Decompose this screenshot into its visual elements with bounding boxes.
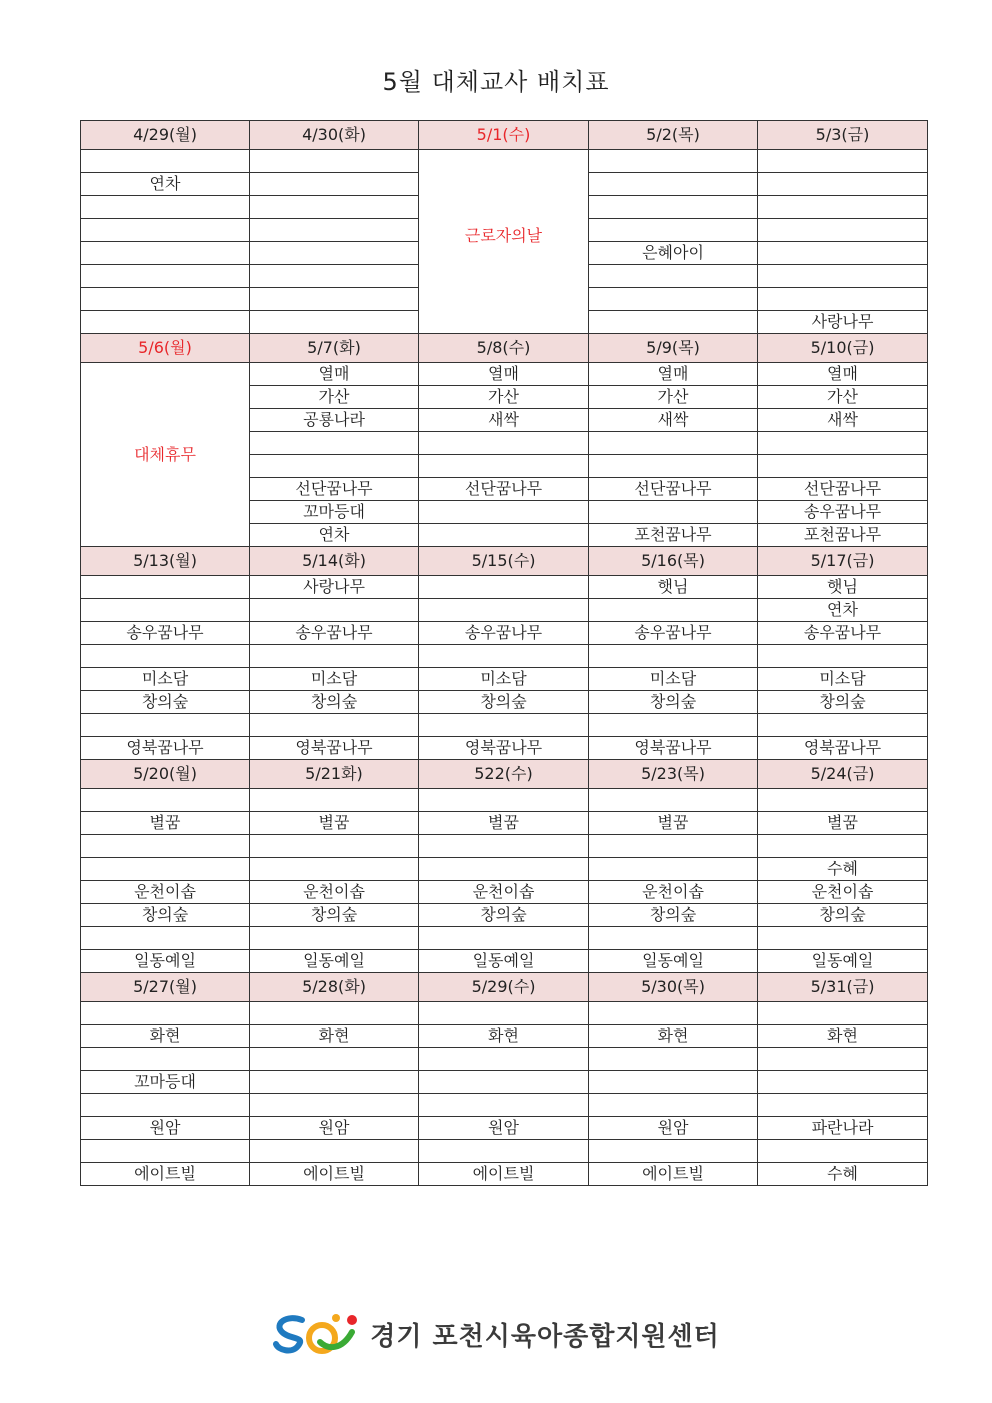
table-cell bbox=[250, 219, 419, 242]
table-cell: 화현 bbox=[250, 1025, 419, 1048]
table-cell bbox=[81, 288, 250, 311]
table-cell: 송우꿈나무 bbox=[81, 622, 250, 645]
table-cell bbox=[419, 599, 589, 622]
page-title: 5월 대체교사 배치표 bbox=[382, 68, 610, 96]
table-cell: 열매 bbox=[589, 363, 758, 386]
table-cell: 미소담 bbox=[589, 668, 758, 691]
table-cell bbox=[250, 173, 419, 196]
table-cell: 수혜 bbox=[758, 1163, 928, 1186]
table-cell bbox=[419, 789, 589, 812]
table-cell: 송우꿈나무 bbox=[419, 622, 589, 645]
table-cell: 에이트빌 bbox=[81, 1163, 250, 1186]
table-row bbox=[81, 691, 928, 714]
table-cell: 별꿈 bbox=[419, 812, 589, 835]
table-cell: 햇님 bbox=[589, 576, 758, 599]
table-cell bbox=[419, 1048, 589, 1071]
date-header: 5/14(화) bbox=[250, 547, 419, 576]
table-cell: 선단꿈나무 bbox=[419, 478, 589, 501]
table-cell: 화현 bbox=[758, 1025, 928, 1048]
week-header-row bbox=[81, 547, 928, 576]
table-cell: 햇님 bbox=[758, 576, 928, 599]
table-row bbox=[81, 812, 928, 835]
table-cell: 별꿈 bbox=[81, 812, 250, 835]
table-cell bbox=[589, 432, 758, 455]
table-cell bbox=[250, 432, 419, 455]
table-cell: 운천이솝 bbox=[589, 881, 758, 904]
table-cell bbox=[589, 645, 758, 668]
date-header: 5/31(금) bbox=[758, 973, 928, 1002]
table-cell bbox=[758, 1048, 928, 1071]
table-cell: 선단꿈나무 bbox=[589, 478, 758, 501]
table-cell bbox=[250, 599, 419, 622]
table-cell bbox=[250, 645, 419, 668]
table-cell bbox=[250, 242, 419, 265]
footer bbox=[0, 1310, 992, 1358]
table-cell: 창의숲 bbox=[758, 691, 928, 714]
date-header-holiday: 5/1(수) bbox=[419, 121, 589, 150]
week-header-row bbox=[81, 760, 928, 789]
table-cell bbox=[81, 1140, 250, 1163]
week-header-row bbox=[81, 334, 928, 363]
table-cell bbox=[419, 1094, 589, 1117]
table-cell: 꼬마등대 bbox=[81, 1071, 250, 1094]
table-cell bbox=[419, 501, 589, 524]
table-cell bbox=[758, 1071, 928, 1094]
table-cell: 꼬마등대 bbox=[250, 501, 419, 524]
date-header: 5/23(목) bbox=[589, 760, 758, 789]
table-cell: 영북꿈나무 bbox=[419, 737, 589, 760]
table-cell: 연차 bbox=[758, 599, 928, 622]
table-cell bbox=[250, 265, 419, 288]
table-cell: 송우꿈나무 bbox=[589, 622, 758, 645]
date-header: 5/15(수) bbox=[419, 547, 589, 576]
date-header: 5/21화) bbox=[250, 760, 419, 789]
table-cell bbox=[250, 1140, 419, 1163]
table-cell bbox=[589, 835, 758, 858]
table-cell bbox=[250, 1002, 419, 1025]
table-cell: 별꿈 bbox=[589, 812, 758, 835]
table-cell bbox=[589, 173, 758, 196]
table-cell bbox=[589, 219, 758, 242]
table-cell bbox=[81, 858, 250, 881]
table-cell bbox=[589, 789, 758, 812]
table-row bbox=[81, 150, 928, 173]
table-cell: 가산 bbox=[419, 386, 589, 409]
date-header: 522(수) bbox=[419, 760, 589, 789]
table-row bbox=[81, 1163, 928, 1186]
table-cell bbox=[758, 150, 928, 173]
table-cell bbox=[81, 927, 250, 950]
table-row bbox=[81, 668, 928, 691]
table-cell: 일동예일 bbox=[589, 950, 758, 973]
table-cell bbox=[758, 288, 928, 311]
table-cell: 원암 bbox=[589, 1117, 758, 1140]
table-cell bbox=[589, 501, 758, 524]
table-cell bbox=[758, 714, 928, 737]
table-cell: 운천이솝 bbox=[250, 881, 419, 904]
table-cell: 열매 bbox=[419, 363, 589, 386]
table-row bbox=[81, 1094, 928, 1117]
table-cell bbox=[419, 432, 589, 455]
table-cell: 파란나라 bbox=[758, 1117, 928, 1140]
table-cell bbox=[250, 789, 419, 812]
table-cell bbox=[250, 714, 419, 737]
table-cell: 선단꿈나무 bbox=[250, 478, 419, 501]
table-row bbox=[81, 576, 928, 599]
table-cell bbox=[250, 311, 419, 334]
table-row bbox=[81, 789, 928, 812]
table-cell: 포천꿈나무 bbox=[589, 524, 758, 547]
date-header: 5/20(월) bbox=[81, 760, 250, 789]
date-header: 5/8(수) bbox=[419, 334, 589, 363]
table-row bbox=[81, 1071, 928, 1094]
holiday-cell: 대체휴무 bbox=[81, 363, 250, 547]
table-cell bbox=[589, 1094, 758, 1117]
table-cell: 화현 bbox=[419, 1025, 589, 1048]
table-cell bbox=[758, 219, 928, 242]
table-cell bbox=[758, 1002, 928, 1025]
table-cell bbox=[589, 599, 758, 622]
table-cell bbox=[589, 150, 758, 173]
table-cell bbox=[81, 265, 250, 288]
table-row bbox=[81, 363, 928, 386]
date-header-holiday: 5/6(월) bbox=[81, 334, 250, 363]
table-cell bbox=[81, 1048, 250, 1071]
table-row bbox=[81, 737, 928, 760]
table-cell: 새싹 bbox=[419, 409, 589, 432]
table-cell bbox=[250, 196, 419, 219]
table-cell bbox=[81, 576, 250, 599]
table-cell bbox=[589, 1002, 758, 1025]
table-cell: 창의숲 bbox=[81, 691, 250, 714]
table-cell bbox=[758, 1094, 928, 1117]
week-header-row bbox=[81, 973, 928, 1002]
date-header: 5/16(목) bbox=[589, 547, 758, 576]
date-header: 5/9(목) bbox=[589, 334, 758, 363]
table-cell: 송우꿈나무 bbox=[250, 622, 419, 645]
table-cell: 송우꿈나무 bbox=[758, 501, 928, 524]
table-cell: 수혜 bbox=[758, 858, 928, 881]
table-row bbox=[81, 858, 928, 881]
date-header: 5/17(금) bbox=[758, 547, 928, 576]
table-cell: 별꿈 bbox=[250, 812, 419, 835]
table-cell bbox=[589, 1048, 758, 1071]
table-cell bbox=[758, 173, 928, 196]
date-header: 5/2(목) bbox=[589, 121, 758, 150]
table-cell: 에이트빌 bbox=[589, 1163, 758, 1186]
table-cell bbox=[419, 1071, 589, 1094]
table-cell: 운천이솝 bbox=[419, 881, 589, 904]
table-cell bbox=[419, 576, 589, 599]
table-cell: 일동예일 bbox=[81, 950, 250, 973]
table-cell bbox=[419, 645, 589, 668]
table-cell bbox=[419, 455, 589, 478]
table-cell: 창의숲 bbox=[419, 904, 589, 927]
table-cell bbox=[81, 311, 250, 334]
table-cell bbox=[419, 835, 589, 858]
table-cell: 새싹 bbox=[758, 409, 928, 432]
date-header: 5/7(화) bbox=[250, 334, 419, 363]
table-cell: 포천꿈나무 bbox=[758, 524, 928, 547]
date-header: 4/29(월) bbox=[81, 121, 250, 150]
center-logo-icon bbox=[272, 1310, 360, 1358]
date-header: 5/13(월) bbox=[81, 547, 250, 576]
table-cell: 가산 bbox=[589, 386, 758, 409]
table-cell: 에이트빌 bbox=[250, 1163, 419, 1186]
table-cell: 원암 bbox=[250, 1117, 419, 1140]
table-cell: 별꿈 bbox=[758, 812, 928, 835]
table-cell: 연차 bbox=[81, 173, 250, 196]
table-cell bbox=[250, 927, 419, 950]
table-cell bbox=[81, 150, 250, 173]
table-cell: 미소담 bbox=[419, 668, 589, 691]
table-cell bbox=[81, 196, 250, 219]
table-cell bbox=[81, 645, 250, 668]
table-cell bbox=[758, 645, 928, 668]
table-cell: 열매 bbox=[758, 363, 928, 386]
table-cell bbox=[589, 858, 758, 881]
table-cell bbox=[250, 858, 419, 881]
table-row bbox=[81, 1048, 928, 1071]
table-cell bbox=[758, 242, 928, 265]
table-cell bbox=[250, 1094, 419, 1117]
date-header: 4/30(화) bbox=[250, 121, 419, 150]
table-cell bbox=[81, 835, 250, 858]
table-cell: 창의숲 bbox=[250, 691, 419, 714]
table-cell bbox=[81, 1094, 250, 1117]
table-cell: 운천이솝 bbox=[81, 881, 250, 904]
table-cell: 에이트빌 bbox=[419, 1163, 589, 1186]
date-header: 5/29(수) bbox=[419, 973, 589, 1002]
table-cell bbox=[81, 242, 250, 265]
table-cell bbox=[81, 1002, 250, 1025]
table-cell bbox=[250, 288, 419, 311]
table-cell: 창의숲 bbox=[419, 691, 589, 714]
table-cell bbox=[758, 432, 928, 455]
table-cell: 영북꿈나무 bbox=[250, 737, 419, 760]
table-cell bbox=[758, 455, 928, 478]
table-cell bbox=[758, 789, 928, 812]
table-cell bbox=[81, 714, 250, 737]
table-cell: 영북꿈나무 bbox=[81, 737, 250, 760]
table-cell: 운천이솝 bbox=[758, 881, 928, 904]
table-cell: 연차 bbox=[250, 524, 419, 547]
table-cell: 선단꿈나무 bbox=[758, 478, 928, 501]
table-row bbox=[81, 904, 928, 927]
table-cell bbox=[589, 1071, 758, 1094]
schedule-table bbox=[80, 120, 928, 1186]
table-row bbox=[81, 881, 928, 904]
table-cell bbox=[81, 789, 250, 812]
table-cell: 사랑나무 bbox=[250, 576, 419, 599]
table-cell: 창의숲 bbox=[589, 691, 758, 714]
holiday-cell: 근로자의날 bbox=[419, 150, 589, 334]
date-header: 5/10(금) bbox=[758, 334, 928, 363]
table-cell bbox=[589, 1140, 758, 1163]
table-cell bbox=[589, 714, 758, 737]
table-cell bbox=[589, 311, 758, 334]
table-row bbox=[81, 1117, 928, 1140]
date-header: 5/3(금) bbox=[758, 121, 928, 150]
table-cell: 미소담 bbox=[250, 668, 419, 691]
table-cell bbox=[758, 196, 928, 219]
table-row bbox=[81, 1025, 928, 1048]
table-cell bbox=[250, 1048, 419, 1071]
date-header: 5/30(목) bbox=[589, 973, 758, 1002]
table-cell bbox=[589, 927, 758, 950]
organization-name: 경기 포천시육아종합지원센터 bbox=[370, 1321, 720, 1352]
table-cell bbox=[758, 1140, 928, 1163]
table-cell: 창의숲 bbox=[589, 904, 758, 927]
table-cell: 미소담 bbox=[758, 668, 928, 691]
table-cell bbox=[589, 455, 758, 478]
table-cell bbox=[419, 927, 589, 950]
table-cell bbox=[250, 835, 419, 858]
table-cell: 미소담 bbox=[81, 668, 250, 691]
table-cell: 사랑나무 bbox=[758, 311, 928, 334]
table-cell bbox=[589, 288, 758, 311]
table-row bbox=[81, 1140, 928, 1163]
table-cell: 일동예일 bbox=[758, 950, 928, 973]
table-cell bbox=[419, 1002, 589, 1025]
table-cell bbox=[589, 265, 758, 288]
table-cell bbox=[758, 265, 928, 288]
table-row bbox=[81, 1002, 928, 1025]
table-cell: 가산 bbox=[250, 386, 419, 409]
table-cell: 송우꿈나무 bbox=[758, 622, 928, 645]
table-row bbox=[81, 950, 928, 973]
table-cell: 일동예일 bbox=[250, 950, 419, 973]
table-cell: 창의숲 bbox=[81, 904, 250, 927]
table-row bbox=[81, 835, 928, 858]
date-header: 5/24(금) bbox=[758, 760, 928, 789]
table-cell: 창의숲 bbox=[758, 904, 928, 927]
table-cell bbox=[419, 714, 589, 737]
table-cell: 일동예일 bbox=[419, 950, 589, 973]
table-cell: 화현 bbox=[81, 1025, 250, 1048]
table-cell bbox=[758, 927, 928, 950]
table-cell: 원암 bbox=[81, 1117, 250, 1140]
week-header-row bbox=[81, 121, 928, 150]
table-cell bbox=[589, 196, 758, 219]
table-cell bbox=[758, 835, 928, 858]
table-cell bbox=[250, 150, 419, 173]
date-header: 5/28(화) bbox=[250, 973, 419, 1002]
table-row bbox=[81, 599, 928, 622]
table-cell: 화현 bbox=[589, 1025, 758, 1048]
table-cell: 은혜아이 bbox=[589, 242, 758, 265]
table-cell: 영북꿈나무 bbox=[758, 737, 928, 760]
table-cell: 원암 bbox=[419, 1117, 589, 1140]
date-header: 5/27(월) bbox=[81, 973, 250, 1002]
table-row bbox=[81, 714, 928, 737]
table-cell: 영북꿈나무 bbox=[589, 737, 758, 760]
table-cell: 창의숲 bbox=[250, 904, 419, 927]
table-cell bbox=[419, 524, 589, 547]
table-cell: 열매 bbox=[250, 363, 419, 386]
table-cell bbox=[250, 455, 419, 478]
table-row bbox=[81, 927, 928, 950]
table-cell bbox=[81, 219, 250, 242]
table-cell bbox=[419, 858, 589, 881]
table-cell bbox=[250, 1071, 419, 1094]
table-row bbox=[81, 645, 928, 668]
table-cell: 공룡나라 bbox=[250, 409, 419, 432]
table-cell: 가산 bbox=[758, 386, 928, 409]
table-cell bbox=[419, 1140, 589, 1163]
table-cell bbox=[81, 599, 250, 622]
table-cell: 새싹 bbox=[589, 409, 758, 432]
table-row bbox=[81, 622, 928, 645]
